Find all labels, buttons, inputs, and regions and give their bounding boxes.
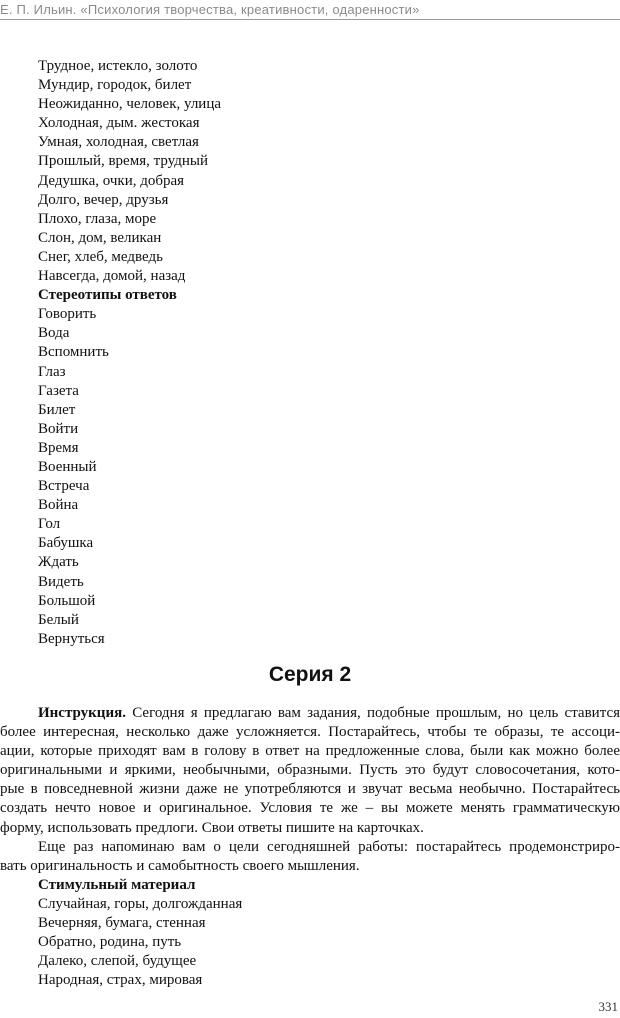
stereotypes-heading: Стереотипы ответов (38, 287, 177, 304)
instruction-line: более интересная, несколько даже усложняется. Постарайтесь, чтобы те образы, те ассоци- (0, 724, 620, 741)
list-item: Говорить (38, 306, 97, 323)
page-number: 331 (598, 999, 618, 1014)
list-item: Гол (38, 516, 61, 533)
running-header: Е. П. Ильин. «Психология творчества, креативности, одаренности» (0, 2, 420, 17)
instruction-line: создать нечто новое и оригинальное. Условия те же – вы можете менять грамматическую (0, 800, 620, 817)
list-item: Вспомнить (38, 344, 109, 361)
list-item: Снег, хлеб, медведь (38, 248, 163, 265)
list-item: Обратно, родина, путь (38, 934, 182, 951)
reminder-line: вать оригинальность и самобытность своего мышления. (0, 857, 360, 874)
list-item: Слон, дом, великан (38, 229, 162, 246)
list-item: Билет (38, 401, 76, 418)
list-item: Далеко, слепой, будущее (38, 953, 197, 970)
list-item: Ждать (38, 554, 79, 571)
list-item: Белый (38, 611, 79, 628)
list-item: Дедушка, очки, добрая (38, 172, 185, 189)
list-item: Навсегда, домой, назад (38, 268, 186, 285)
list-item: Прошлый, время, трудный (38, 153, 208, 170)
instruction-line: оригинальными и яркими, необычными, образными. Пусть это будут словосочетания, кото- (0, 762, 620, 779)
reminder-line: Еще раз напоминаю вам о цели сегодняшней работы: постарайтесь продемонстриро- (38, 838, 620, 855)
list-item: Мундир, городок, билет (38, 77, 192, 94)
list-item: Видеть (38, 573, 84, 590)
list-item: Встреча (38, 478, 90, 495)
list-item: Большой (38, 592, 96, 609)
word-lists (38, 57, 620, 649)
list-item: Долго, вечер, друзья (38, 191, 169, 208)
list-item: Народная, страх, мировая (38, 972, 203, 989)
list-item: Вечерняя, бумага, стенная (38, 915, 206, 932)
stimulus-heading: Стимульный материал (38, 876, 196, 893)
list-item: Трудное, истекло, золото (38, 58, 198, 74)
list-item: Война (38, 497, 79, 514)
header-divider (0, 19, 620, 20)
list-item: Военный (38, 458, 97, 475)
list-item: Газета (38, 382, 79, 399)
list-item: Вода (38, 325, 70, 342)
instruction-lead: Инструкция. (38, 705, 126, 721)
instruction-line: форму, использовать предлоги. Свои ответы пишите на карточках. (0, 819, 424, 836)
list-item: Войти (38, 420, 79, 437)
instruction-line: ации, которые приходят вам в голову в ответ на предложенные слова, были как можно более (0, 743, 620, 760)
list-item: Время (38, 439, 79, 456)
instruction-first-line (0, 704, 620, 723)
list-item: Вернуться (38, 630, 105, 647)
list-item: Случайная, горы, долгожданная (38, 895, 243, 912)
list-item: Бабушка (38, 535, 94, 552)
section-title: Серия 2 (268, 663, 352, 686)
instruction-line: Сегодня я предлагаю вам задания, подобные прошлым, но цель ставится (132, 705, 620, 721)
list-item: Умная, холодная, светлая (38, 134, 199, 151)
instruction-section (0, 704, 620, 990)
list-item: Плохо, глаза, море (38, 210, 157, 227)
instruction-line: рые в повседневной жизни даже не употребляются и звучат весьма необычно. Постарайтесь (0, 781, 620, 798)
list-item: Холодная, дым. жестокая (38, 115, 200, 132)
list-item: Глаз (38, 363, 66, 380)
list-item: Неожиданно, человек, улица (38, 96, 222, 113)
